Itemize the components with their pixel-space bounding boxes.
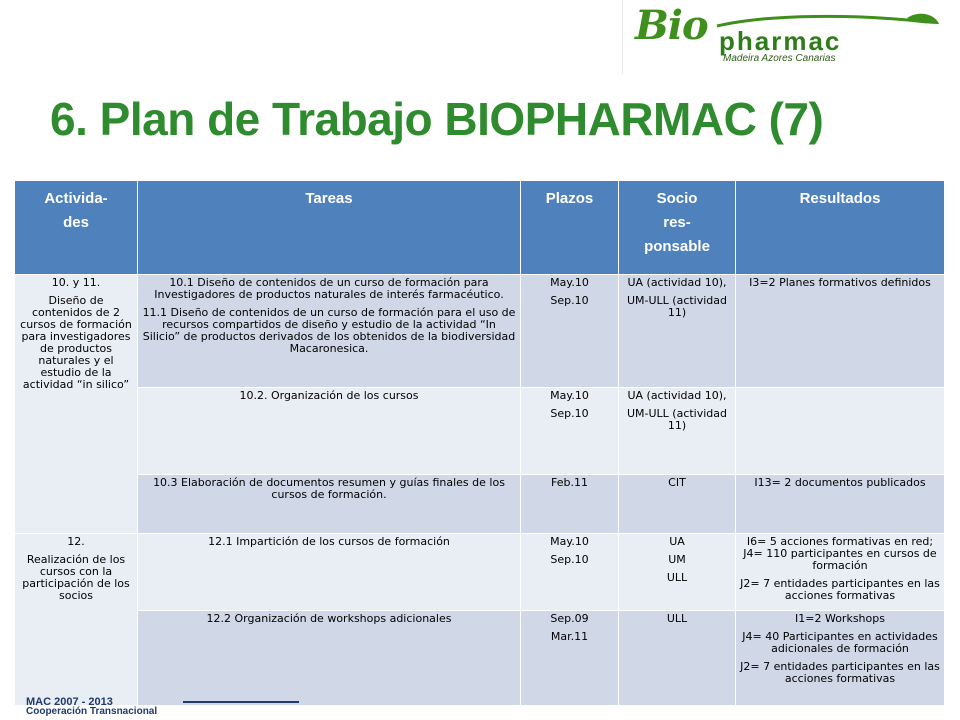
table-row xyxy=(15,534,945,611)
result-text: J2= 7 entidades participantes en las acciones formativas xyxy=(740,577,940,602)
task-cell xyxy=(138,275,521,388)
result-text: J2= 7 entidades participantes en las acciones formativas xyxy=(740,660,940,685)
result-text: I1=2 Workshops xyxy=(795,612,885,625)
header-plazos: Plazos xyxy=(521,181,619,275)
page-title: 6. Plan de Trabajo BIOPHARMAC (7) xyxy=(50,93,824,145)
activity-description: Realización de los cursos con la participación de los socios xyxy=(22,553,130,602)
activity-description: Diseño de contenidos de 2 cursos de formación para investigadores de productos naturales y el estudio de la actividad “in silico” xyxy=(20,294,132,391)
partner-cell: CIT xyxy=(619,475,736,534)
deadline-cell xyxy=(521,534,619,611)
deadline-text: Mar.11 xyxy=(550,630,589,643)
deadline-text: May.10 xyxy=(550,535,589,548)
task-cell: 12.1 Impartición de los cursos de formación xyxy=(138,534,521,611)
task-cell: 12.2 Organización de workshops adicionales xyxy=(138,611,521,706)
footer-divider xyxy=(183,701,299,703)
activity-cell xyxy=(15,534,138,706)
result-text: I6= 5 acciones formativas en red; J4= 110 participantes en cursos de formación xyxy=(743,535,937,572)
partner-text: UM-ULL (actividad 11) xyxy=(626,407,728,432)
deadline-text: Sep.10 xyxy=(550,553,589,566)
deadline-cell xyxy=(521,388,619,475)
result-cell xyxy=(736,611,945,706)
partner-cell xyxy=(619,534,736,611)
table-row xyxy=(15,275,945,388)
deadline-cell xyxy=(521,611,619,706)
logo-pharmac-text: pharmac xyxy=(719,26,842,56)
deadline-text: Sep.09 xyxy=(550,612,589,625)
task-text: 10.1 Diseño de contenidos de un curso de formación para Investigadores de productos naturales de interés farmacéutico. xyxy=(154,276,504,301)
task-cell: 10.2. Organización de los cursos xyxy=(138,388,521,475)
task-cell: 10.3 Elaboración de documentos resumen y guías finales de los cursos de formación. xyxy=(138,475,521,534)
mac-footer-title: MAC 2007 - 2013 xyxy=(26,696,113,708)
partner-cell: ULL xyxy=(619,611,736,706)
partner-text: ULL xyxy=(666,571,688,584)
activity-number: 12. xyxy=(67,535,85,548)
partner-text: UM xyxy=(668,553,686,566)
biopharmac-logo xyxy=(622,0,960,74)
deadline-text: Sep.10 xyxy=(550,407,589,420)
logo-bio-text: Bio xyxy=(635,2,708,49)
partner-text: UM-ULL (actividad 11) xyxy=(626,294,728,319)
header-actividades: Activida- des xyxy=(15,181,138,275)
header-socio: Socio res- ponsable xyxy=(619,181,736,275)
partner-text: UA (actividad 10), xyxy=(627,389,727,402)
deadline-cell xyxy=(521,275,619,388)
activity-number: 10. y 11. xyxy=(51,276,101,289)
result-cell xyxy=(736,275,945,388)
table-row xyxy=(15,611,945,706)
partner-text: UA (actividad 10), xyxy=(627,276,727,289)
header-resultados: Resultados xyxy=(736,181,945,275)
table-header-row xyxy=(15,181,945,275)
result-cell xyxy=(736,388,945,475)
activity-cell xyxy=(15,275,138,534)
result-cell: I13= 2 documentos publicados xyxy=(736,475,945,534)
result-text: I3=2 Planes formativos definidos xyxy=(749,276,931,289)
partner-cell xyxy=(619,388,736,475)
deadline-text: May.10 xyxy=(550,276,589,289)
mac-footer-subtitle: Cooperación Transnacional xyxy=(26,706,158,717)
deadline-cell: Feb.11 xyxy=(521,475,619,534)
result-cell xyxy=(736,534,945,611)
work-plan-table xyxy=(14,180,945,706)
result-text: J4= 40 Participantes en actividades adicionales de formación xyxy=(742,630,938,655)
deadline-text: May.10 xyxy=(550,389,589,402)
table-row xyxy=(15,475,945,534)
task-text: 11.1 Diseño de contenidos de un curso de formación para el uso de recursos compartidos de diseño y estudio de la actividad “In Silicio” de productos derivados de los obtenidos de la biodiversidad Macaronesica. xyxy=(142,306,516,355)
table-row xyxy=(15,388,945,475)
header-tareas: Tareas xyxy=(138,181,521,275)
logo-subtitle: Madeira Azores Canarias xyxy=(723,53,836,64)
mac-footer-logo xyxy=(26,697,157,717)
partner-text: UA xyxy=(669,535,685,548)
deadline-text: Sep.10 xyxy=(550,294,589,307)
partner-cell xyxy=(619,275,736,388)
